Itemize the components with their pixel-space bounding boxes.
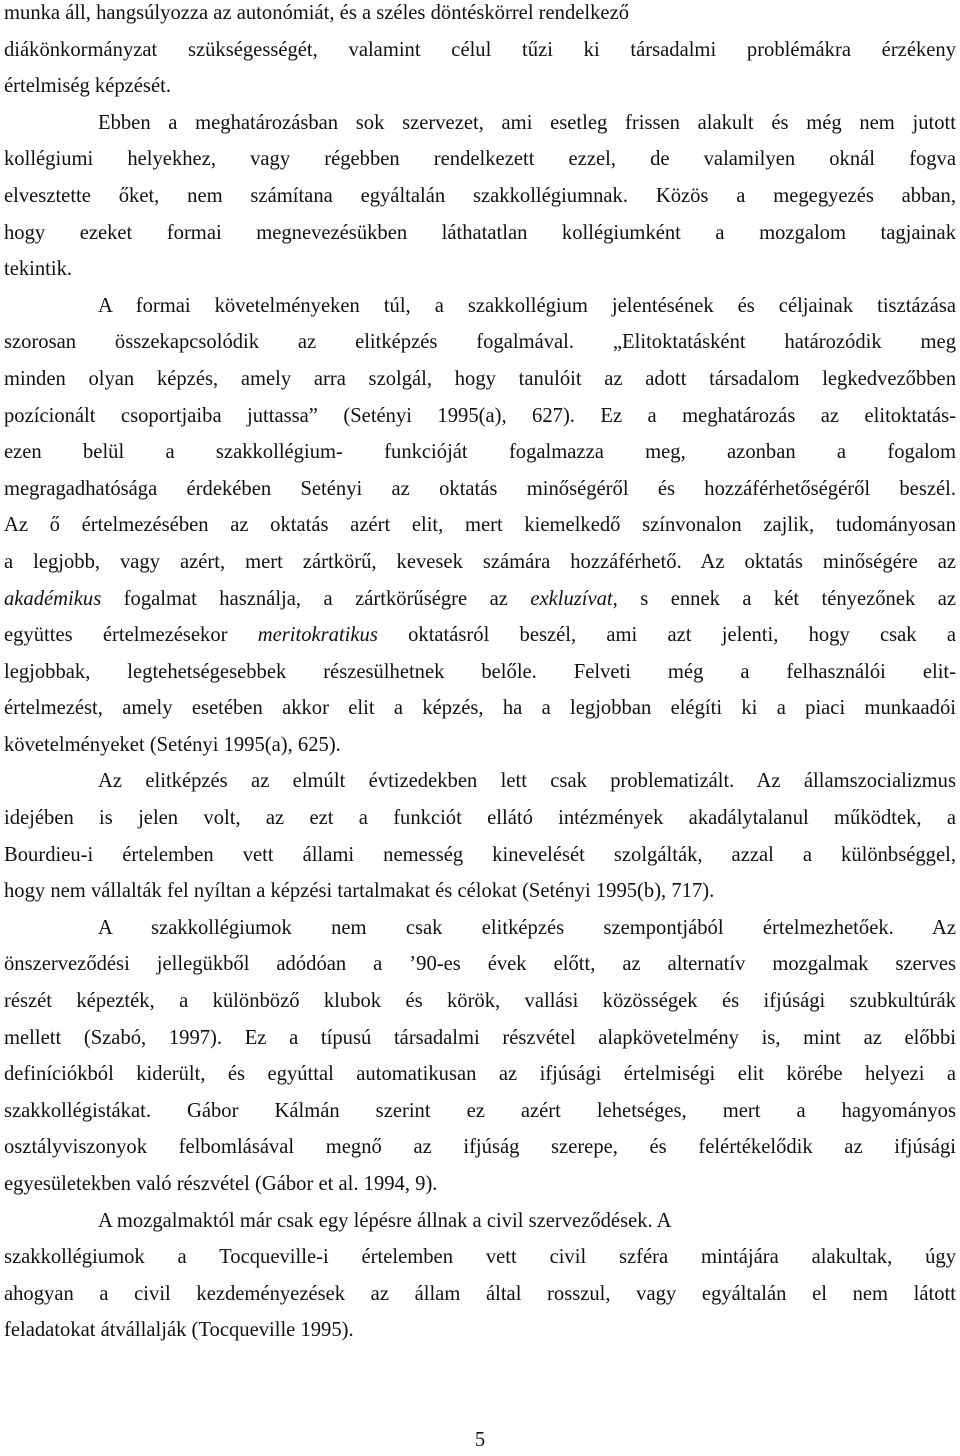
italic-term: akadémikus	[4, 587, 102, 610]
italic-term: meritokratikus	[257, 624, 378, 647]
text-segment: együttes értelmezésekor	[4, 624, 258, 647]
text-line: A mozgalmaktól már csak egy lépésre állnak a civil szerveződések. A	[98, 1209, 672, 1232]
text-line: ezen belül a szakkollégium- funkcióját fogalmazza meg, azonban a fogalom	[4, 441, 956, 464]
text-line: Bourdieu-i értelemben vett állami nemesség kinevelését szolgálták, azzal a különbséggel,	[4, 843, 956, 866]
text-line: megragadhatósága érdekében Setényi az oktatás minőségéről és hozzáférhetőségéről beszél.	[4, 477, 956, 500]
text-segment: oktatásról beszél, ami azt jelenti, hogy csak a	[377, 624, 956, 647]
paragraph	[4, 288, 956, 764]
text-line	[4, 581, 956, 618]
text-line: feladatokat átvállalják (Tocqueville 1995).	[4, 1319, 354, 1342]
text-line: idejében is jelen volt, az ezt a funkciót ellátó intézmények akadálytalanul működtek, a	[4, 807, 956, 830]
text-line: pozícionált csoportjaiba juttassa” (Setényi 1995(a), 627). Ez a meghatározás az elitoktatás-	[4, 404, 956, 427]
text-line: hogy nem vállalták fel nyíltan a képzési tartalmakat és célokat (Setényi 1995(b), 717).	[4, 880, 715, 903]
paragraph	[4, 910, 956, 1203]
paragraph	[4, 105, 956, 288]
text-line: a legjobb, vagy azért, mert zártkörű, kevesek számára hozzáférhető. Az oktatás minőségére az	[4, 550, 956, 573]
text-line: elvesztette őket, nem számítana egyáltalán szakkollégiumnak. Közös a megegyezés abban,	[4, 184, 956, 207]
text-line: hogy ezeket formai megnevezésükben láthatatlan kollégiumként a mozgalom tagjainak	[4, 221, 956, 244]
text-line: osztályviszonyok felbomlásával megnő az ifjúság szerepe, és felértékelődik az ifjúsági	[4, 1136, 956, 1159]
text-line: A szakkollégiumok nem csak elitképzés szempontjából értelmezhetőek. Az	[98, 916, 956, 939]
text-line: Ebben a meghatározásban sok szervezet, ami esetleg frissen alakult és még nem jutott	[98, 111, 956, 134]
page-number: 5	[474, 1429, 486, 1451]
text-line: minden olyan képzés, amely arra szolgál, hogy tanulóit az adott társadalom legkedvezőbben	[4, 367, 956, 390]
paragraph	[4, 763, 956, 909]
text-line: Az elitképzés az elmúlt évtizedekben lett csak problematizált. Az államszocializmus	[98, 770, 956, 793]
text-line: tekintik.	[4, 258, 73, 281]
text-line: egyesületekben való részvétel (Gábor et al. 1994, 9).	[4, 1173, 438, 1195]
text-segment: fogalmat használja, a zártkörűségre az	[101, 587, 531, 610]
paragraph	[4, 0, 956, 105]
text-line: értelmiség képzését.	[4, 75, 171, 98]
text-segment: , s ennek a két tényezőnek az	[612, 587, 956, 610]
italic-term: exkluzívat	[530, 587, 613, 610]
text-line: önszerveződési jellegükből adódóan a ’90-es évek előtt, az alternatív mozgalmak szerves	[4, 953, 956, 976]
text-line: mellett (Szabó, 1997). Ez a típusú társadalmi részvétel alapkövetelmény is, mint az előbbi	[4, 1026, 956, 1049]
text-line	[4, 617, 956, 654]
text-line: A formai követelményeken túl, a szakkollégium jelentésének és céljainak tisztázása	[98, 294, 956, 317]
text-line: kollégiumi helyekhez, vagy régebben rendelkezett ezzel, de valamilyen oknál fogva	[4, 148, 956, 171]
text-line: ahogyan a civil kezdeményezések az állam által rosszul, vagy egyáltalán el nem látott	[4, 1282, 956, 1305]
text-line: szakkollégistákat. Gábor Kálmán szerint ez azért lehetséges, mert a hagyományos	[4, 1099, 956, 1122]
document-body	[4, 0, 956, 1349]
text-line: követelményeket (Setényi 1995(a), 625).	[4, 733, 341, 756]
text-line: diákönkormányzat szükségességét, valamint célul tűzi ki társadalmi problémákra érzékeny	[4, 38, 956, 61]
text-line: értelmezést, amely esetében akkor elit a képzés, ha a legjobban elégíti ki a piaci munkaadói	[4, 697, 956, 720]
text-line: munka áll, hangsúlyozza az autonómiát, és a széles döntéskörrel rendelkező	[4, 2, 630, 24]
text-line: szorosan összekapcsolódik az elitképzés fogalmával. „Elitoktatásként határozódik meg	[4, 331, 956, 354]
text-line: legjobbak, legtehetségesebbek részesülhetnek belőle. Felveti még a felhasználói elit-	[4, 660, 956, 683]
text-line: Az ő értelmezésében az oktatás azért elit, mert kiemelkedő színvonalon zajlik, tudományosan	[4, 514, 956, 537]
text-line: szakkollégiumok a Tocqueville-i értelemben vett civil szféra mintájára alakultak, úgy	[4, 1246, 956, 1269]
text-line: definíciókból kiderült, és egyúttal automatikusan az ifjúsági értelmiségi elit körébe helyezi a	[4, 1063, 956, 1086]
paragraph	[4, 1203, 956, 1349]
text-line: részét képezték, a különböző klubok és körök, vallási közösségek és ifjúsági szubkultúrák	[4, 990, 956, 1013]
